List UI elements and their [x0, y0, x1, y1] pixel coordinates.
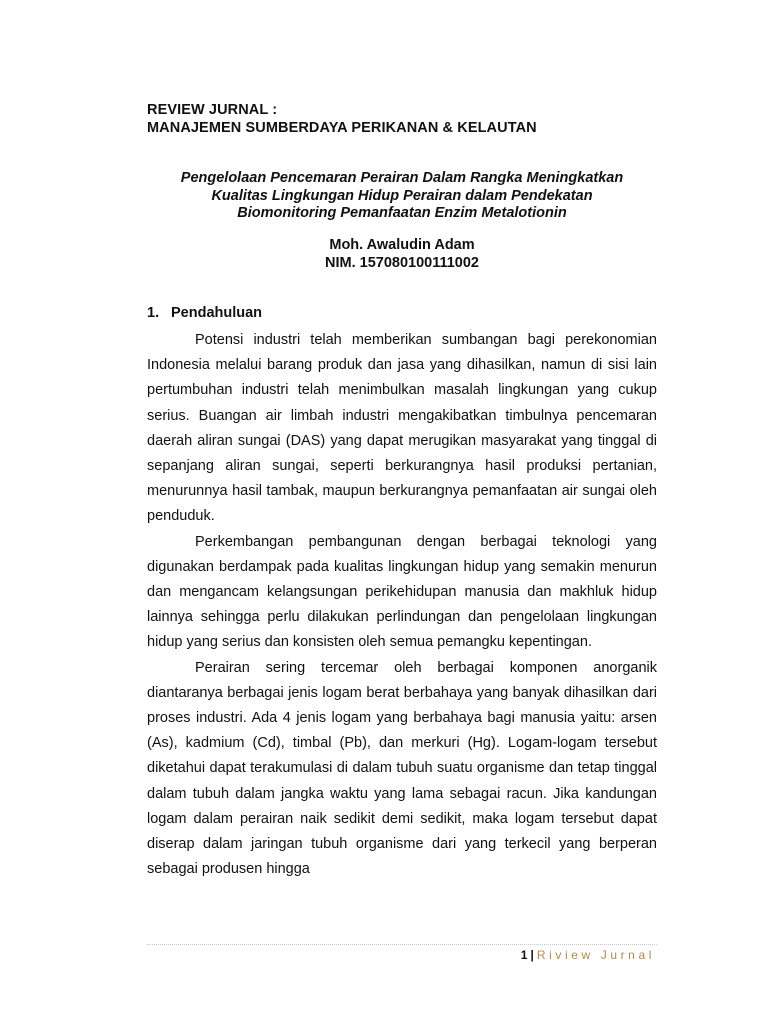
running-title: Riview Jurnal — [536, 948, 655, 962]
footer-divider — [147, 944, 657, 945]
paragraph: Perairan sering tercemar oleh berbagai komponen anorganik diantaranya berbagai jenis logam berat berbahaya yang banyak dihasilkan dari proses industri. Ada 4 jenis logam yang berbahaya bagi manusia yaitu: arsen (As), kadmium (Cd), timbal (Pb), dan merkuri (Hg). Logam-logam tersebut diketahui dapat terakumulasi di dalam tubuh suatu organisme dan tetap tinggal dalam tubuh dalam jangka waktu yang lama sebagai racun. Jika kandungan logam dalam perairan naik sedikit demi sedikit, maka logam tersebut dapat diserap dalam jaringan tubuh organisme dari yang terkecil yang berperan sebagai produsen hingga — [147, 659, 657, 878]
article-title-line-3: Biomonitoring Pemanfaatan Enzim Metalotionin — [237, 205, 567, 221]
header-line-1: REVIEW JURNAL : — [147, 102, 278, 118]
header-line-2: MANAJEMEN SUMBERDAYA PERIKANAN & KELAUTAN — [147, 120, 537, 136]
section-title: Pendahuluan — [171, 305, 263, 321]
section-heading — [147, 304, 262, 322]
footer-separator: | — [530, 948, 534, 962]
paragraph: Potensi industri telah memberikan sumbangan bagi perekonomian Indonesia melalui barang produk dan jasa yang dihasilkan, namun di sisi lain pertumbuhan industri telah menimbulkan masalah lingkungan yang cukup serius. Buangan air limbah industri mengakibatkan timbulnya pencemaran daerah aliran sungai (DAS) yang dapat merugikan masyarakat yang tinggal di sepanjang aliran sungai, seperti berkurangnya hasil produksi pertanian, menurunnya hasil tambak, maupun berkurangnya pemanfaatan air sungai oleh penduduk. — [147, 332, 657, 525]
article-title-line-2: Kualitas Lingkungan Hidup Perairan dalam Pendekatan — [211, 187, 593, 204]
paragraph: Perkembangan pembangunan dengan berbagai teknologi yang digunakan berdampak pada kualitas lingkungan hidup yang semakin menurun dan mengancam kelangsungan perikehidupan manusia dan makhluk hidup lainnya sehingga perlu dilakukan perlindungan dan pengelolaan lingkungan hidup yang serius dan konsisten oleh semua pemangku kepentingan. — [147, 533, 657, 651]
author-nim: NIM. 157080100111002 — [325, 254, 479, 271]
section-number: 1. — [147, 305, 160, 321]
article-title — [147, 170, 657, 223]
document-header — [147, 101, 667, 137]
author-name: Moh. Awaludin Adam — [329, 237, 475, 253]
author-block — [147, 237, 657, 272]
article-title-line-1: Pengelolaan Pencemaran Perairan Dalam Rangka Meningkatkan — [180, 170, 624, 186]
page-footer — [521, 947, 655, 963]
body-text — [147, 328, 657, 882]
page-number: 1 — [520, 948, 528, 962]
